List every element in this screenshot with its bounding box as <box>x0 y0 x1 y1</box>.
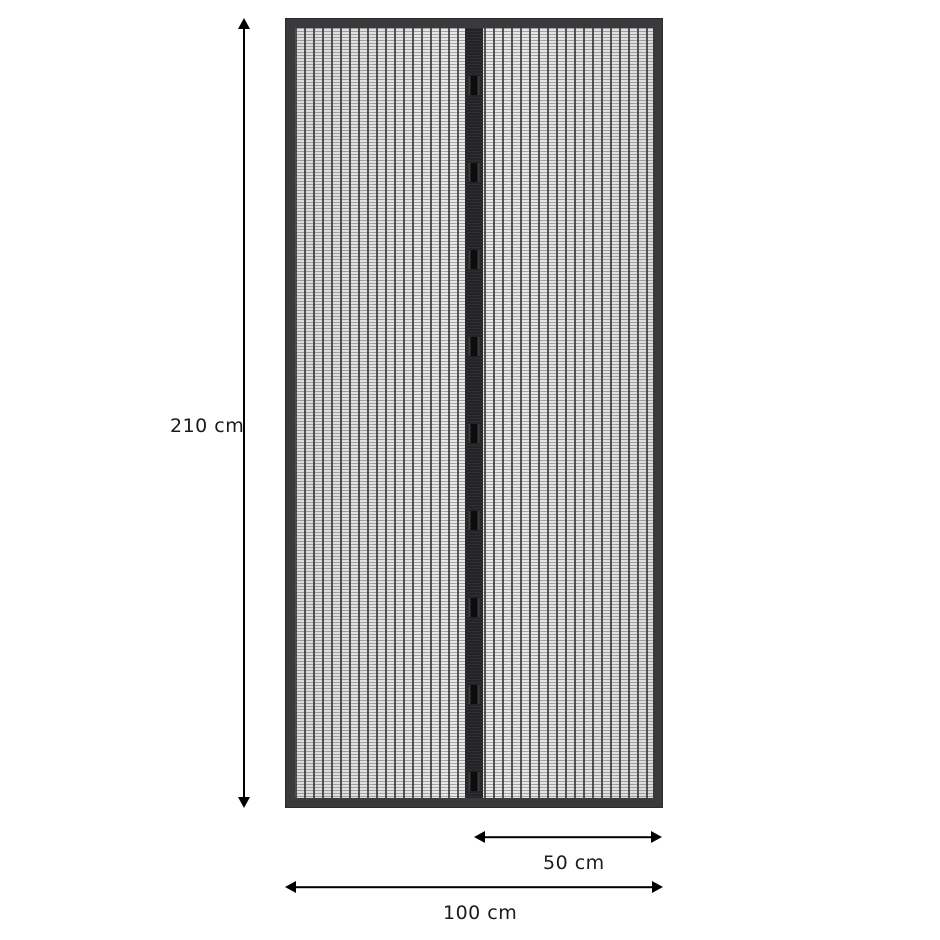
door-curtain-product <box>285 18 663 808</box>
dimension-line-stroke <box>482 836 654 838</box>
magnet-icon <box>469 772 480 791</box>
dimension-line-stroke <box>293 886 655 888</box>
arrow-right-icon <box>652 881 663 893</box>
magnet-icon <box>469 685 480 704</box>
mesh-shade-right <box>474 28 653 798</box>
arrow-right-icon <box>651 831 662 843</box>
full-width-dimension-line <box>285 880 663 894</box>
magnet-icon <box>469 163 480 182</box>
half-width-dimension-label: 50 cm <box>543 852 605 874</box>
mesh-shade-left <box>295 28 474 798</box>
arrow-down-icon <box>238 797 250 808</box>
half-width-dimension-line <box>474 830 662 844</box>
height-dimension-label: 210 cm <box>170 415 245 437</box>
full-width-dimension-label: 100 cm <box>443 902 518 924</box>
magnet-icon <box>469 424 480 443</box>
magnet-icon <box>469 511 480 530</box>
magnet-icon <box>469 250 480 269</box>
magnet-icon <box>469 337 480 356</box>
magnet-icon <box>469 76 480 95</box>
magnet-icon <box>469 598 480 617</box>
center-closure-strip <box>465 28 483 798</box>
dimension-line-stroke <box>243 26 245 800</box>
height-dimension-line <box>243 18 245 808</box>
